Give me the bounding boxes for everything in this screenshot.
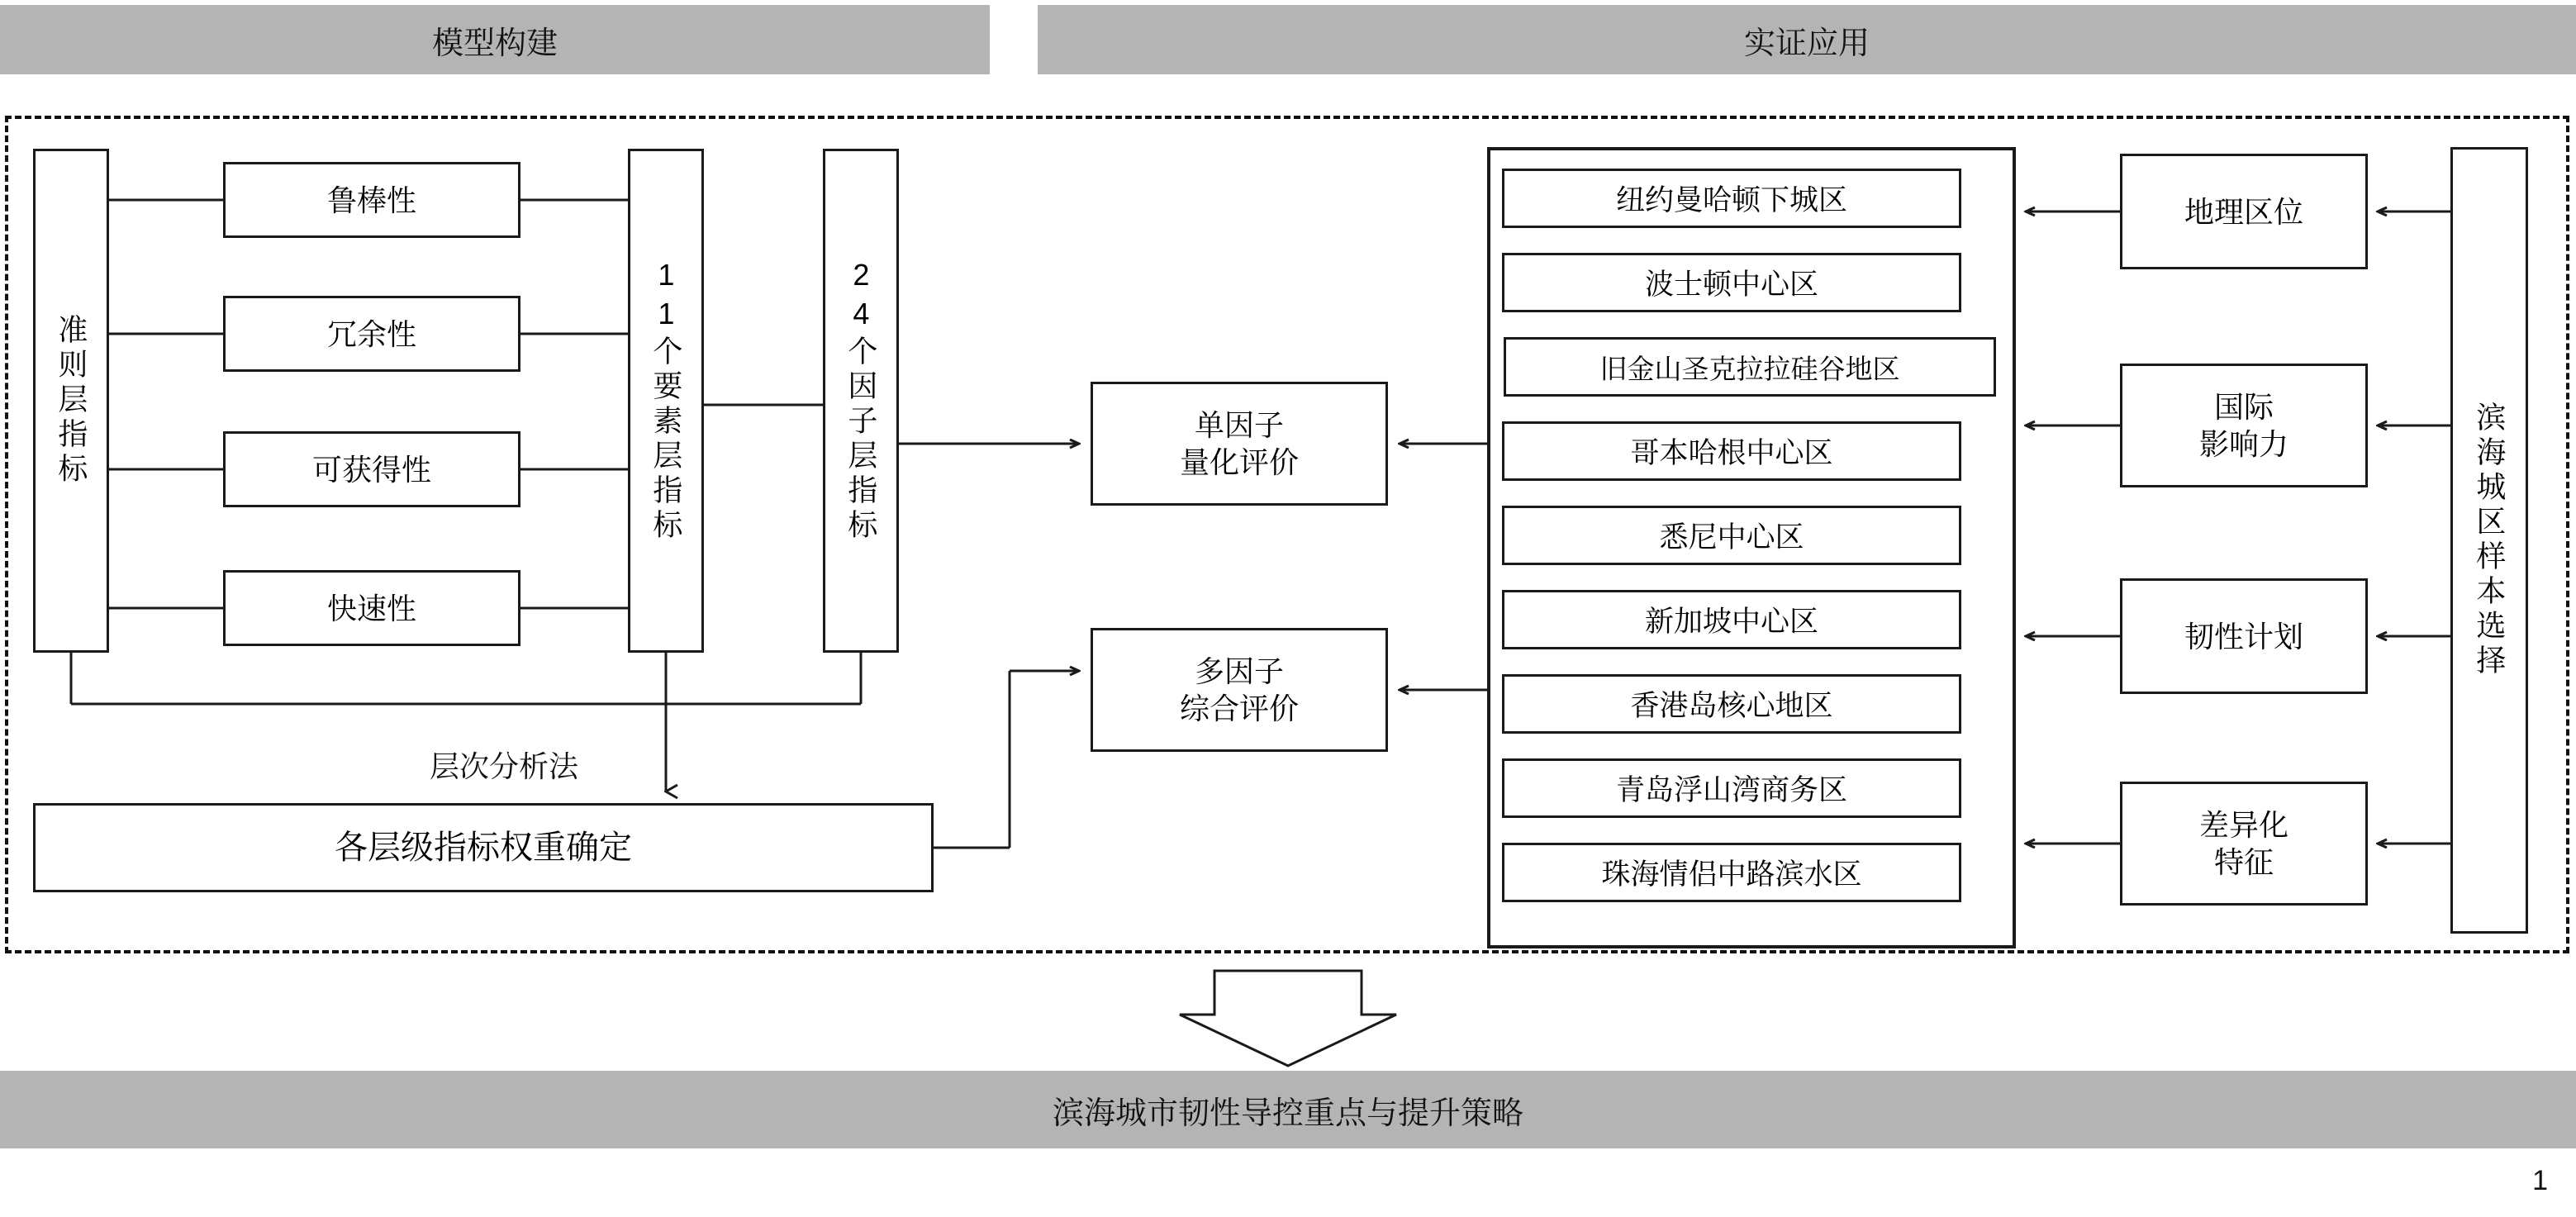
sample-item-7: [1502, 674, 1961, 734]
single-factor-evaluation-box: [1091, 382, 1388, 506]
criterion-resilience-plan: [2120, 578, 2368, 694]
single-factor-line2: 量化评价: [1179, 445, 1299, 479]
element-layer-label: 11个要素层指标: [649, 258, 683, 544]
conclusion-label: 滨海城市韧性导控重点与提升策略: [1052, 1096, 1523, 1131]
sample-item-8-label: 青岛浮山湾商务区: [1615, 774, 1847, 806]
criteria-item-rapidity-label: 快速性: [326, 591, 416, 625]
multi-factor-evaluation-box: [1091, 628, 1388, 752]
sample-item-6-label: 新加坡中心区: [1644, 606, 1818, 638]
header-empirical-application: [1038, 5, 2576, 74]
criterion-differentiation-line2: 特征: [2213, 845, 2274, 879]
criterion-international-influence-line1: 国际: [2213, 390, 2274, 424]
sample-item-3-label: 旧金山圣克拉拉硅谷地区: [1599, 353, 1900, 384]
criteria-item-rapidity: [223, 570, 520, 646]
sample-item-1-label: 纽约曼哈顿下城区: [1615, 184, 1847, 216]
sample-selection-label: 滨海城区样本选择: [2472, 402, 2507, 679]
factor-layer-box: [823, 149, 899, 653]
weight-determination-label: 各层级指标权重确定: [335, 830, 632, 866]
header-model-construction: [0, 5, 990, 74]
sample-item-7-label: 香港岛核心地区: [1630, 690, 1833, 722]
sample-selection-box: [2450, 147, 2528, 934]
sample-item-2: [1502, 253, 1961, 312]
criteria-item-robustness-label: 鲁棒性: [326, 183, 416, 217]
criteria-item-accessibility-label: 可获得性: [311, 452, 431, 487]
criteria-item-robustness: [223, 162, 520, 238]
weight-determination-box: [33, 803, 934, 892]
sample-item-1: [1502, 169, 1961, 228]
ahp-method-label: 层次分析法: [430, 749, 579, 783]
criterion-geographic-location: [2120, 154, 2368, 269]
header-empirical-application-label: 实证应用: [1743, 26, 1870, 61]
criteria-item-accessibility: [223, 431, 520, 507]
sample-item-9: [1502, 843, 1961, 902]
criterion-international-influence: [2120, 364, 2368, 487]
sample-item-5: [1502, 506, 1961, 565]
sample-item-6: [1502, 590, 1961, 649]
criterion-differentiation-line1: 差异化: [2198, 808, 2288, 842]
criteria-item-redundancy-label: 冗余性: [326, 316, 416, 351]
sample-item-3: [1504, 337, 1996, 397]
criterion-resilience-plan-label: 韧性计划: [2184, 619, 2303, 654]
single-factor-line1: 单因子: [1194, 408, 1284, 442]
sample-item-4-label: 哥本哈根中心区: [1630, 437, 1833, 469]
multi-factor-line2: 综合评价: [1179, 692, 1299, 725]
criteria-layer-label: 准则层指标: [54, 314, 88, 487]
criteria-item-redundancy: [223, 296, 520, 372]
sample-item-4: [1502, 421, 1961, 481]
element-layer-box: [628, 149, 704, 653]
header-model-construction-label: 模型构建: [431, 26, 558, 61]
sample-item-9-label: 珠海情侣中路滨水区: [1601, 858, 1862, 891]
samples-container: [1487, 147, 2016, 948]
multi-factor-line1: 多因子: [1194, 654, 1284, 688]
criterion-international-influence-line2: 影响力: [2198, 427, 2288, 461]
sample-item-5-label: 悉尼中心区: [1659, 521, 1804, 554]
conclusion-bar: [0, 1071, 2576, 1148]
sample-item-8: [1502, 758, 1961, 818]
factor-layer-label: 24个因子层指标: [844, 258, 878, 544]
criteria-layer-box: [33, 149, 109, 653]
page-number: 1: [2532, 1165, 2548, 1196]
sample-item-2-label: 波士顿中心区: [1644, 269, 1818, 301]
criterion-geographic-location-label: 地理区位: [2184, 194, 2303, 229]
criterion-differentiation-feature: [2120, 782, 2368, 906]
down-arrow-icon: [1180, 971, 1396, 1066]
